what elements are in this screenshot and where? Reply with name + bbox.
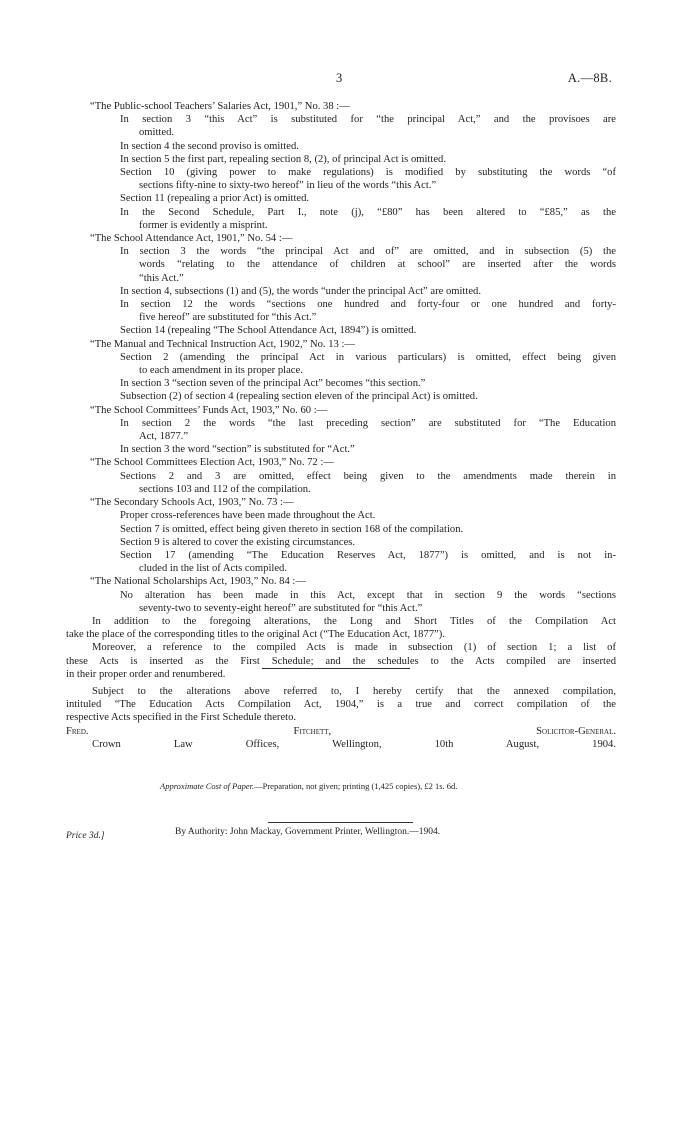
text-line: In the Second Schedule, Part I., note (j), “£80” has been altered to “£85,” as the — [120, 206, 616, 218]
text-line: five hereof” are substituted for “this Act.” — [139, 312, 317, 324]
text-line: “The School Committees Election Act, 1903,” No. 72 :— — [90, 457, 334, 469]
text-line: omitted. — [139, 127, 175, 139]
text-line: “The Secondary Schools Act, 1903,” No. 73 :— — [90, 497, 294, 509]
text-line: to each amendment in its proper place. — [139, 365, 303, 377]
text-line: In section 2 the words “the last preceding section” are substituted for “The Education — [120, 417, 616, 429]
text-line: “The Public-school Teachers’ Salaries Act, 1901,” No. 38 :— — [90, 101, 350, 112]
text-line: Moreover, a reference to the compiled Acts is made in subsection (1) of section 1; a list of — [92, 642, 616, 654]
text-line: these Acts is inserted as the First Schedule; and the schedules to the Acts compiled are inserted — [66, 655, 616, 667]
text-line: Section 2 (amending the principal Act in various particulars) is omitted, effect being given — [120, 351, 616, 363]
text-line: Section 9 is altered to cover the existing circumstances. — [120, 536, 356, 548]
amendments-list — [66, 100, 616, 681]
text-line: Sections 2 and 3 are omitted, effect being given to the amendments made therein in — [120, 470, 616, 482]
page-number: 3 — [336, 71, 343, 85]
text-line: seventy-two to seventy-eight hereof” are substituted for “this Act.” — [139, 602, 423, 614]
certificate — [66, 685, 616, 751]
text-line: In section 5 the first part, repealing section 8, (2), of principal Act is omitted. — [120, 153, 446, 165]
text-line: “The School Committees’ Funds Act, 1903,” No. 60 :— — [90, 404, 328, 416]
text-line: Subject to the alterations above referred to, I hereby certify that the annexed compilation, — [92, 686, 616, 697]
text-line: Section 17 (amending “The Education Reserves Act, 1877”) is omitted, and is not in- — [120, 549, 616, 561]
cost-text: —Preparation, not given; printing (1,425 copies), £2 1s. 6d. — [254, 781, 458, 791]
text-line: In section 3 “section seven of the principal Act” becomes “this section.” — [120, 378, 426, 390]
text-line: Subsection (2) of section 4 (repealing section eleven of the principal Act) is omitted. — [120, 391, 478, 403]
text-line: In section 4, subsections (1) and (5), the words “under the principal Act” are omitted. — [120, 285, 481, 297]
text-line: “this Act.” — [139, 272, 184, 284]
text-line: Proper cross-references have been made throughout the Act. — [120, 510, 376, 522]
text-line: sections fifty-nine to sixty-two hereof” in lieu of the words “this Act.” — [139, 180, 437, 192]
text-line: In addition to the foregoing alterations, the Long and Short Titles of the Compilation Act — [92, 615, 616, 627]
text-line: “The Manual and Technical Instruction Act, 1902,” No. 13 :— — [90, 338, 356, 350]
cost-of-paper — [160, 780, 457, 793]
text-line: In section 3 “this Act” is substituted for “the principal Act,” and the provisoes are — [120, 114, 616, 126]
text-line: “The National Scholarships Act, 1903,” No. 84 :— — [90, 576, 306, 588]
signature: Fred. Fitchett, Solicitor-General. — [66, 725, 616, 737]
price: Price 3d.] — [66, 831, 105, 841]
printer-authority: By Authority: John Mackay, Government Printer, Wellington.—1904. — [175, 827, 441, 837]
text-line: In section 3 the word “section” is substituted for “Act.” — [120, 444, 355, 456]
section-divider — [262, 668, 410, 669]
text-line: cluded in the list of Acts compiled. — [139, 563, 287, 575]
document-reference: A.—8B. — [567, 71, 612, 85]
text-line: No alteration has been made in this Act, except that in section 9 the words “sections — [120, 589, 616, 601]
text-line: take the place of the corresponding titles to the original Act (“The Education Act, 1877”). — [66, 629, 445, 641]
text-line: in their proper order and renumbered. — [66, 668, 226, 680]
text-line: words “relating to the attendance of children at school” are inserted after the words — [139, 259, 616, 271]
text-line: “The School Attendance Act, 1901,” No. 54 :— — [90, 233, 293, 245]
text-line: Act, 1877.” — [139, 431, 189, 443]
footer-divider — [268, 822, 413, 823]
text-line: Section 10 (giving power to make regulations) is modified by substituting the words “of — [120, 167, 616, 179]
cost-label: Approximate Cost of Paper. — [160, 781, 255, 791]
text-line: Section 11 (repealing a prior Act) is omitted. — [120, 193, 310, 205]
text-line: In section 3 the words “the principal Act and of” are omitted, and in subsection (5) the — [120, 246, 616, 258]
text-line: In section 12 the words “sections one hundred and forty-four or one hundred and forty- — [120, 299, 616, 311]
text-line: former is evidently a misprint. — [139, 219, 268, 231]
dateline: Crown Law Offices, Wellington, 10th August, 1904. — [92, 738, 616, 750]
text-line: In section 4 the second proviso is omitted. — [120, 140, 299, 152]
text-line: Section 14 (repealing “The School Attendance Act, 1894”) is omitted. — [120, 325, 417, 337]
text-line: Section 7 is omitted, effect being given thereto in section 168 of the compilation. — [120, 523, 464, 535]
text-line: respective Acts specified in the First Schedule thereto. — [66, 712, 297, 724]
text-line: sections 103 and 112 of the compilation. — [139, 483, 311, 495]
text-line: intituled “The Education Acts Compilation Act, 1904,” is a true and correct compilation of the — [66, 699, 616, 711]
